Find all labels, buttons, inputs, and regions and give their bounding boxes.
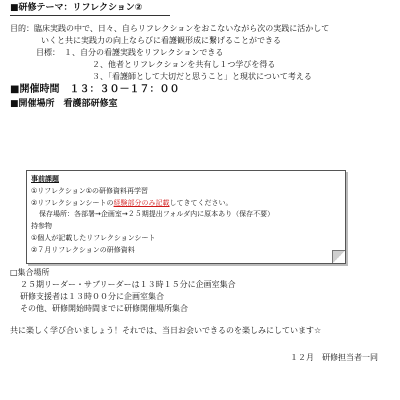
- title-underline: [10, 15, 170, 16]
- purpose-line-1: 目的：臨床実践の中で、日々、自らリフレクションをおこないながら次の実践に活かして: [10, 24, 330, 33]
- goal-2: ２、他者とリフレクションを共有し１つ学びを得る: [92, 60, 276, 69]
- goal-3: ３、「看護師として大切だと思うこと」と現状について考える: [92, 72, 312, 81]
- prep-item-2-emphasis: 経験部分のみ記載: [113, 199, 170, 207]
- prep-item-2-text: ②リフレクションシートの: [31, 199, 114, 207]
- gathering-line-3: その他、研修開始時間までに研修開催場所集合: [20, 304, 188, 313]
- closing-message: 共に楽しく学び合いましょう！それでは、当日お会いできるのを楽しみにしています☆: [10, 326, 322, 335]
- prep-item-2-tail: してきてください。: [169, 199, 233, 207]
- page-curl-decoration: [332, 250, 345, 263]
- prep-heading: 事前課題: [31, 175, 59, 183]
- bring-item-1: ①個人が記載したリフレクションシート: [31, 234, 156, 242]
- prep-notice-box: [26, 170, 346, 264]
- gathering-line-1: ２５期リーダー・サブリーダーは１３時１５分に企画室集合: [20, 280, 236, 289]
- bring-heading: 持参物: [31, 222, 52, 230]
- signature: １２月 研修担当者一同: [290, 353, 378, 362]
- prep-item-2: [31, 198, 233, 208]
- goal-1: 目標： １、自分の看護実践をリフレクションできる: [36, 48, 224, 57]
- bring-item-2: ②７月リフレクションの研修資料: [31, 246, 135, 254]
- prep-item-1: ①リフレクション①の研修資料再学習: [31, 187, 148, 195]
- gathering-heading: □集合場所: [10, 268, 50, 277]
- event-place: ■開催場所 看護部研修室: [10, 99, 118, 109]
- prep-item-2-location: 保存場所：各部署→企画室→２５期提出フォルダ内に原本あり（保存不要）: [39, 210, 275, 218]
- gathering-line-2: 研修支援者は１３時００分に企画室集合: [20, 292, 164, 301]
- event-time: ■開催時間 １３：３０－１７：００: [10, 84, 180, 95]
- purpose-line-2: いくと共に実践力の向上ならびに看護観形成に繋げることができる: [41, 36, 281, 45]
- document-title: ■研修テーマ：リフレクション②: [10, 3, 143, 13]
